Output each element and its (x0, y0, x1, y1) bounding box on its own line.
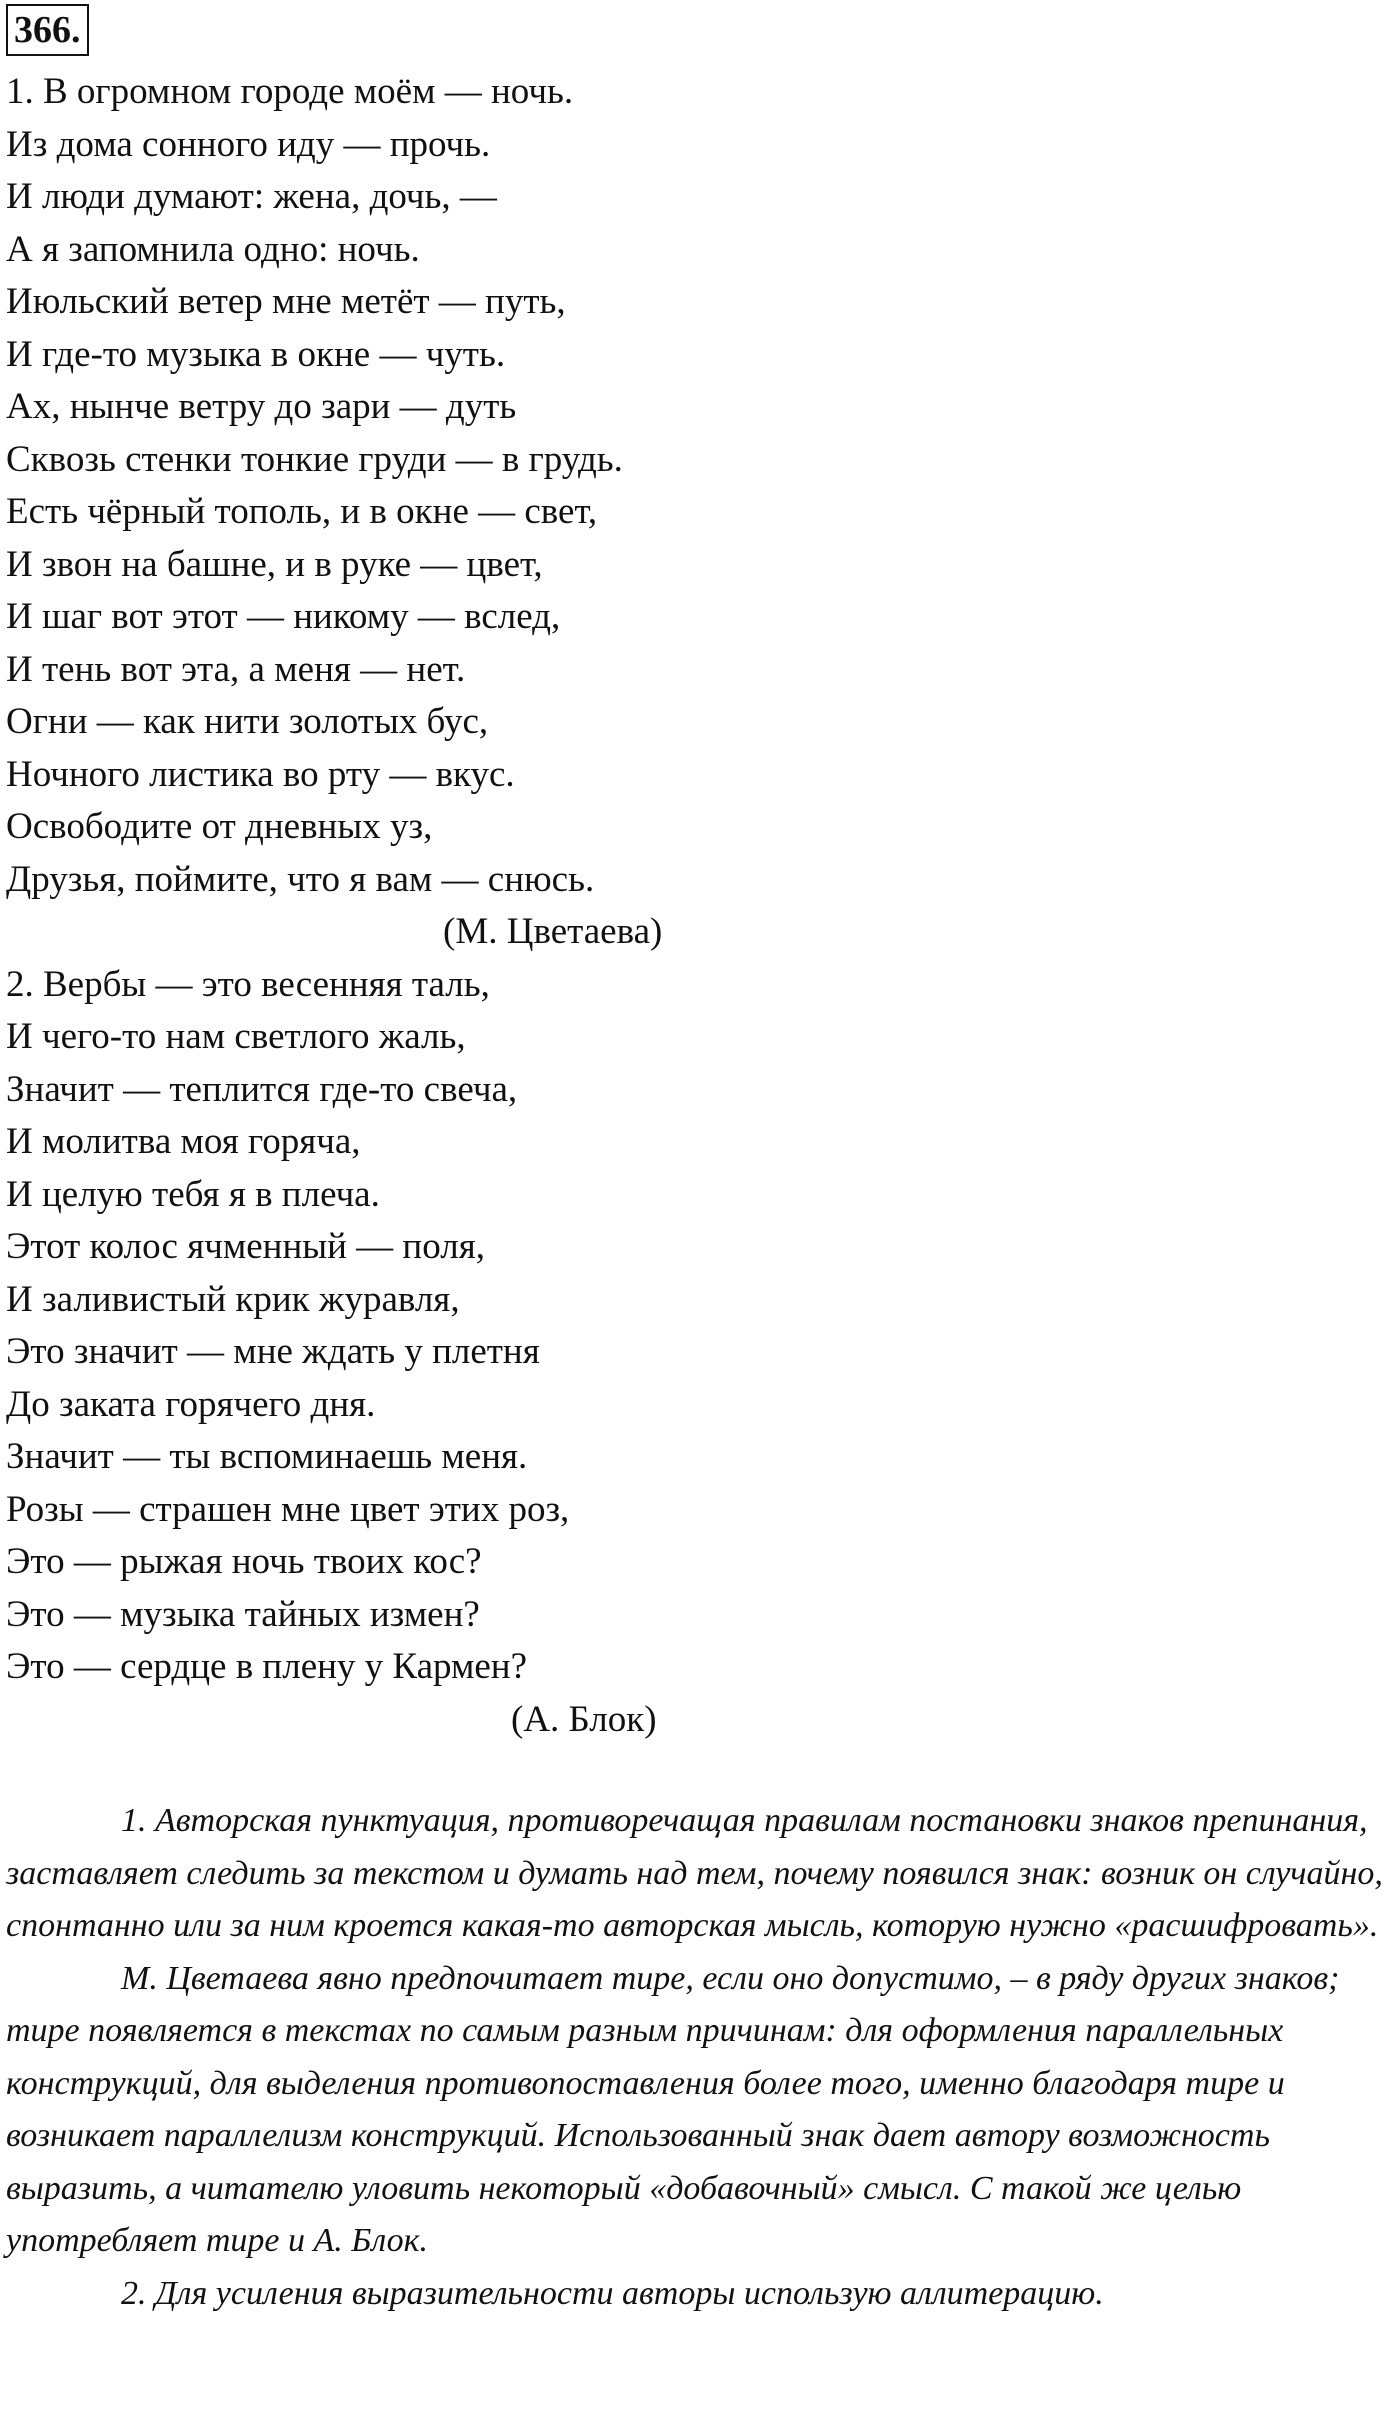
poem-line: До заката горячего дня. (6, 1383, 376, 1425)
poem-line: Это — музыка тайных измен? (6, 1593, 480, 1635)
poem-line: Друзья, поймите, что я вам — снюсь. (6, 858, 595, 900)
poem-line: Это — сердце в плену у Кармен? (6, 1646, 528, 1687)
poem-line: Июльский ветер мне метёт — путь, (6, 281, 566, 322)
commentary-paragraph: 2. Для усиления выразительности авторы использую аллитерацию. (121, 2274, 1104, 2312)
poem-line: Освободите от дневных уз, (6, 806, 433, 847)
poem-line: И заливистый крик журавля, (6, 1278, 460, 1320)
poem-line: Сквозь стенки тонкие груди — в грудь. (6, 438, 623, 480)
poem-line: И шаг вот этот — никому — вслед, (6, 596, 561, 637)
poem-line: Огни — как нити золотых бус, (6, 701, 489, 742)
poem-line: И целую тебя я в плеча. (6, 1173, 380, 1215)
poem-author: (А. Блок) (511, 1698, 657, 1740)
poem-line: А я запомнила одно: ночь. (6, 228, 420, 270)
exercise-number: 366. (6, 4, 89, 56)
poem-line: И чего-то нам светлого жаль, (6, 1016, 466, 1057)
poem-line: Это — рыжая ночь твоих кос? (6, 1541, 482, 1582)
poem-line: Это значит — мне ждать у плетня (6, 1331, 540, 1372)
poem-line: Этот колос ячменный — поля, (6, 1226, 485, 1267)
poem-line: И тень вот эта, а меня — нет. (6, 648, 466, 690)
commentary-paragraph: 1. Авторская пунктуация, противоречащая правилам постановки знаков препинания, заставляет следить за текстом и думать над тем, почему появился знак: возник он случайно, спонтанно или за ним кроется какая-то авторская мысль, которую нужно «расшифровать». (6, 1802, 1383, 1944)
poem-line: 1. В огромном городе моём — ночь. (6, 71, 574, 112)
poem-line: И звон на башне, и в руке — цвет, (6, 543, 543, 585)
poem-line: Розы — страшен мне цвет этих роз, (6, 1488, 570, 1530)
poem-line: Значит — теплится где-то свеча, (6, 1068, 518, 1110)
poem-line: Есть чёрный тополь, и в окне — свет, (6, 491, 598, 532)
poem-line: Ночного листика во рту — вкус. (6, 753, 515, 795)
poem-line: Значит — ты вспоминаешь меня. (6, 1436, 528, 1477)
poem-line: И молитва моя горяча, (6, 1121, 361, 1162)
poem-line: Из дома сонного иду — прочь. (6, 123, 491, 165)
poem-author: (М. Цветаева) (443, 911, 663, 952)
poem-line: Ах, нынче ветру до зари — дуть (6, 386, 517, 427)
poem-line: 2. Вербы — это весенняя таль, (6, 963, 490, 1005)
commentary-block (6, 1795, 1398, 2320)
poem-line: И где-то музыка в окне — чуть. (6, 333, 506, 375)
poems-block (6, 66, 1386, 1746)
poem-line: И люди думают: жена, дочь, — (6, 176, 497, 217)
commentary-paragraph: М. Цветаева явно предпочитает тире, если оно допустимо, – в ряду других знаков; тире появляется в текстах по самым разным причинам: для оформления параллельных конструкций, для выделения противопоставления более того, именно благодаря тире и возникает параллелизм конструкций. Использованный знак дает автору возможность выразить, а читателю уловить некоторый «добавочный» смысл. С такой же целью употребляет тире и А. Блок. (6, 1959, 1340, 2259)
